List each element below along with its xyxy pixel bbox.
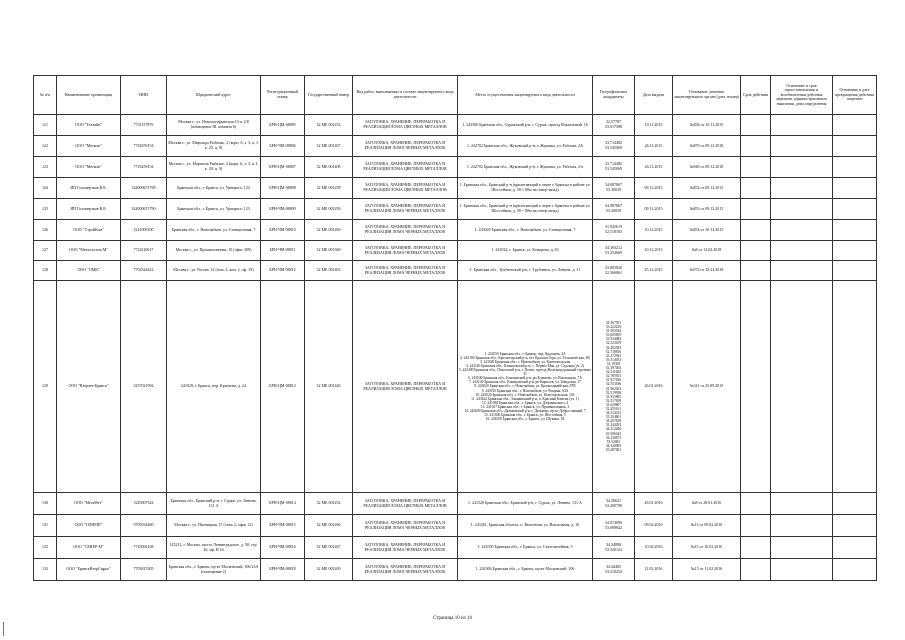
cell-regnum: БРН-ЧМ-08815 — [261, 515, 305, 537]
cell-suspend — [771, 115, 833, 136]
cell-work: ЗАГОТОВКА, ХРАНЕНИЕ, ПЕРЕРАБОТКА И РЕАЛИЗАЦИЯ ЛОМА ЧЕРНЫХ МЕТАЛЛОВ — [353, 537, 458, 559]
cell-issue: 26.11.2015 — [635, 136, 673, 157]
cell-place: 1. Брянская обл., Брянский р-н (прилегающий к черте г. Брянска в районе ул. Шоссейная, д. 58 + 80м на север-запад) — [458, 199, 593, 220]
cell-regnum: БРН-ЦМ-08807 — [261, 157, 305, 178]
cell-issue: 11.02.2016 — [635, 559, 673, 581]
cell-term — [741, 493, 771, 515]
cell-inn: 3257021992 — [121, 281, 167, 493]
cell-coords: 34.24898 53.320124 — [593, 537, 635, 559]
table-row — [34, 136, 877, 157]
cell-stop — [833, 261, 877, 281]
header-legal-address: Юридический адрес — [167, 76, 261, 115]
cell-basis: №879 от 09.12.2018 — [673, 136, 741, 157]
cell-basis: №853 от 09.12.2015 — [673, 199, 741, 220]
cell-coords: 33.714482 53.545069 — [593, 157, 635, 178]
header-term: Срок действия — [741, 76, 771, 115]
cell-num: 126 — [34, 220, 57, 241]
cell-stop — [833, 515, 877, 537]
cell-num: 122 — [34, 136, 57, 157]
cell-org: ООО "Метком" — [57, 157, 121, 178]
header-work-type: Вид работ, выполняемых в составе лицензируемого вида деятельности — [353, 76, 458, 115]
table-row — [34, 157, 877, 178]
cell-place: 1. 241004 Брянская обл., г. Брянск, пр-кт Московский, 106 — [458, 559, 593, 581]
cell-place: 1. 241022, г. Брянск, ул. Комарова, д. 63 — [458, 241, 593, 261]
cell-term — [741, 157, 771, 178]
cell-inn: 324000671790 — [121, 199, 167, 220]
cell-suspend — [771, 220, 833, 241]
cell-suspend — [771, 261, 833, 281]
cell-org: ООО "СтройКом" — [57, 220, 121, 241]
table-row — [34, 537, 877, 559]
cell-suspend — [771, 241, 833, 261]
cell-addr: Брянская обл., г. Новозыбков, ул. Станционная, 7 — [167, 220, 261, 241]
cell-basis: №311 от 25.09.2019 — [673, 281, 741, 493]
cell-work: ЗАГОТОВКА, ХРАНЕНИЕ, ПЕРЕРАБОТКА И РЕАЛИЗАЦИЯ ЛОМА ЧЕРНЫХ МЕТАЛЛОВ — [353, 515, 458, 537]
cell-work: ЗАГОТОВКА, ХРАНЕНИЕ, ПЕРЕРАБОТКА И РЕАЛИЗАЦИЯ ЛОМА ЧЕРНЫХ МЕТАЛЛОВ — [353, 261, 458, 281]
cell-org: ИП Голомерзков В.Е. — [57, 178, 121, 199]
cell-statenum: 32 МЕ 001267 — [305, 537, 353, 559]
cell-place: 1. Брянская обл., Трубчевский р-н, г. Трубчевск, ул. Ленина, д. 11 — [458, 261, 593, 281]
cell-inn: 7743094168 — [121, 537, 167, 559]
cell-coords: 34.393212 53.254669 — [593, 241, 635, 261]
cell-issue: 25.12.2015 — [635, 261, 673, 281]
cell-basis: №15 от 11.02.2016 — [673, 559, 741, 581]
cell-regnum: БРН-ЧМ-08809 — [261, 199, 305, 220]
cell-suspend — [771, 178, 833, 199]
cell-num: 125 — [34, 199, 57, 220]
cell-regnum: БРН-ЦМ-08814 — [261, 493, 305, 515]
cell-place: 1. 243500 Брянская обл., Суражский р-н, г. Сураж, проезд Вокзальный, 16 — [458, 115, 593, 136]
table-row — [34, 178, 877, 199]
cell-term — [741, 261, 771, 281]
cell-regnum: БРН-ЦМ-08813 — [261, 281, 305, 493]
cell-coords: 34.20621 53.200798 — [593, 493, 635, 515]
cell-suspend — [771, 493, 833, 515]
cell-org: ООО "Техлайн" — [57, 115, 121, 136]
header-organization: Наименование организации — [57, 76, 121, 115]
table-row — [34, 199, 877, 220]
cell-addr: Брянская обл., г. Брянск, пр-кт Московский, 106/23А (помещение 2) — [167, 559, 261, 581]
cell-inn: 324000671790 — [121, 178, 167, 199]
cell-coords: 31.945619 52.518103 — [593, 220, 635, 241]
cell-regnum: БРН-ЧМ-08818 — [261, 559, 305, 581]
cell-num: 131 — [34, 515, 57, 537]
cell-num: 132 — [34, 537, 57, 559]
cell-term — [741, 281, 771, 493]
table-row — [34, 281, 877, 493]
header-num: № п/п — [34, 76, 57, 115]
cell-term — [741, 241, 771, 261]
header-inn: ИНН — [121, 76, 167, 115]
cell-issue: 10.12.2015 — [635, 220, 673, 241]
cell-term — [741, 537, 771, 559]
cell-regnum: БРН-ЧМ-08806 — [261, 136, 305, 157]
cell-addr: Москва г., ул. Мирошда Рыбалко, 2 (корп. 6, э. 3, п. I, к. 20, ц. 9) — [167, 136, 261, 157]
cell-num: 123 — [34, 157, 57, 178]
cell-addr: Москва г., ул. Маршала Рыбалко, 2 (корп. 6, э. 3, п. I, к. 20, ц. 9) — [167, 157, 261, 178]
cell-work: ЗАГОТОВКА, ХРАНЕНИЕ, ПЕРЕРАБОТКА И РЕАЛИЗАЦИЯ ЛОМА ЧЕРНЫХ МЕТАЛЛОВ — [353, 220, 458, 241]
cell-stop — [833, 493, 877, 515]
cell-regnum: БРН-ЧМ-08812 — [261, 261, 305, 281]
cell-statenum: 32 МЕ 001408 — [305, 157, 353, 178]
cell-org: ИП Голомерзков В.Е. — [57, 199, 121, 220]
cell-inn: 3245007344 — [121, 493, 167, 515]
cell-inn: 7731157879 — [121, 115, 167, 136]
cell-statenum: 32 МЕ 001254 — [305, 493, 353, 515]
header-suspension: Основание и срок приостановления и возобновления действия лицензии, административного наказания, даты определения — [771, 76, 833, 115]
cell-place: 1. Брянская обл., Брянский р-н (прилегающий к черте г. Брянска в районе ул. Шоссейная, д. 58 + 80м на север-запад) — [458, 178, 593, 199]
cell-inn: 3241009100 — [121, 220, 167, 241]
header-issue-date: Дата выдачи — [635, 76, 673, 115]
cell-org: ООО "СЕВЕР-М" — [57, 537, 121, 559]
cell-num: 133 — [34, 559, 57, 581]
cell-num: 124 — [34, 178, 57, 199]
cell-statenum: 32 МЕ 001269 — [305, 559, 353, 581]
cell-stop — [833, 178, 877, 199]
cell-statenum: 32 МЕ 001360 — [305, 241, 353, 261]
cell-suspend — [771, 559, 833, 581]
header-termination: Основание и дата прекращения действия лицензии — [833, 76, 877, 115]
cell-suspend — [771, 157, 833, 178]
cell-suspend — [771, 537, 833, 559]
cell-org: ООО "ОЛИМП" — [57, 515, 121, 537]
cell-coords: 34.087867 53.30039 — [593, 199, 635, 220]
cell-coords: 33.805826 52.566061 — [593, 261, 635, 281]
cell-addr: Москва г., ул. Новоалтуфьевская 13-а, 2/8 (помещение III, комната 6) — [167, 115, 261, 136]
cell-statenum: 32 МЕ 001446 — [305, 281, 353, 493]
cell-work: ЗАГОТОВКА, ХРАНЕНИЕ, ПЕРЕРАБОТКА И РЕАЛИЗАЦИЯ ЛОМА ЧЕРНЫХ МЕТАЛЛОВ — [353, 559, 458, 581]
cell-basis: №974 от 18.12.2018 — [673, 261, 741, 281]
cell-addr: Брянская обл., г. Брянск, ул. Урицкого, 123 — [167, 178, 261, 199]
cell-issue: 26.01.2016 — [635, 281, 673, 493]
header-basis: Основание: решение лицензирующего органа (дата, номер) — [673, 76, 741, 115]
cell-regnum: БРН-ЧМ-08816 — [261, 537, 305, 559]
cell-term — [741, 220, 771, 241]
license-register-table — [33, 75, 877, 581]
cell-addr: Брянская обл., Брянский р-н, г. Сураж, ул. Ленина, 131 А — [167, 493, 261, 515]
cell-work: ЗАГОТОВКА, ХРАНЕНИЕ, ПЕРЕРАБОТКА И РЕАЛИЗАЦИЯ ЛОМА ЦВЕТНЫХ МЕТАЛЛОВ — [353, 157, 458, 178]
cell-stop — [833, 281, 877, 493]
cell-num: 129 — [34, 281, 57, 493]
cell-regnum: БРН-ЧМ-08811 — [261, 241, 305, 261]
cell-coords: 33.714482 53.545069 — [593, 136, 635, 157]
cell-work: ЗАГОТОВКА, ХРАНЕНИЕ, ПЕРЕРАБОТКА И РЕАЛИЗАЦИЯ ЛОМА ЦВЕТНЫХ МЕТАЛЛОВ — [353, 178, 458, 199]
cell-num: 121 — [34, 115, 57, 136]
cell-term — [741, 515, 771, 537]
cell-term — [741, 115, 771, 136]
cell-statenum: 32 МЕ 001260 — [305, 220, 353, 241]
cell-place: 1. 243020 Брянская обл., г. Новозыбков, ул. Станционная, 7 — [458, 220, 593, 241]
cell-num: 128 — [34, 261, 57, 281]
cell-basis: №854 от 10.12.2015 — [673, 220, 741, 241]
cell-work: ЗАГОТОВКА, ХРАНЕНИЕ, ПЕРЕРАБОТКА И РЕАЛИЗАЦИЯ ЛОМА ЦВЕТНЫХ МЕТАЛЛОВ — [353, 493, 458, 515]
cell-place: 1. 243361, Брянская область, п. Выгоничи, ул. Вокзальная, д. 16 — [458, 515, 593, 537]
table-row — [34, 261, 877, 281]
cell-regnum: БРН-ЦМ-08805 — [261, 115, 305, 136]
table-row — [34, 493, 877, 515]
cell-issue: 26.11.2015 — [635, 157, 673, 178]
table-row — [34, 220, 877, 241]
cell-coords: 34.074096 53.098842 — [593, 515, 635, 537]
cell-inn: 7703815305 — [121, 559, 167, 581]
cell-work: ЗАГОТОВКА, ХРАНЕНИЕ, ПЕРЕРАБОТКА И РЕАЛИЗАЦИЯ ЛОМА ЧЕРНЫХ МЕТАЛЛОВ — [353, 241, 458, 261]
cell-org: ООО "ОМК" — [57, 261, 121, 281]
cell-basis: №8 от 28.01.2016 — [673, 493, 741, 515]
cell-basis: №836 от 10.11.2015 — [673, 115, 741, 136]
cell-coords: 34.367591 53.222229 31.583544 53.005695 31.934084 52.523109 32.202583 52.738816 33.472943 53.514053 31.19303 52.397465 32.211682 52.785921 31.917636 52.553186 31.962363 52.519958 31.933805 52.517658 31.629807 52.455101 34.314312 53.324601 34.297658 53.344292 34.312206 53.586443 34.230671 53.52881 34.328095 53.287001 — [593, 281, 635, 493]
cell-place: 1. 242702 Брянская обл., Жуковский р-н, г. Жуковка, ул. Рабочая, 2-а — [458, 157, 593, 178]
cell-org: ООО "Вторчет-Брянск" — [57, 281, 121, 493]
cell-inn: 7718259154 — [121, 136, 167, 157]
cell-suspend — [771, 199, 833, 220]
cell-regnum: БРН-ЧМ-08810 — [261, 220, 305, 241]
cell-statenum: 32 МЕ 001259 — [305, 199, 353, 220]
cell-suspend — [771, 136, 833, 157]
cell-stop — [833, 136, 877, 157]
table-row — [34, 241, 877, 261]
header-activity-place: Место осуществления лицензируемого вида деятельности — [458, 76, 593, 115]
cell-addr: Брянская обл., г. Брянск, ул. Урицкого, 123 — [167, 199, 261, 220]
page-counter: Страница 10 из 14 — [433, 616, 472, 621]
cell-addr: 125212, г. Москва, шоссе Ленинградское, д. 58, стр. 26, оф. В 16 — [167, 537, 261, 559]
table-row — [34, 559, 877, 581]
cell-addr: Москва г., ул. Промышленная, 10 (офис 308) — [167, 241, 261, 261]
table-row — [34, 115, 877, 136]
cell-stop — [833, 559, 877, 581]
cell-num: 127 — [34, 241, 57, 261]
header-registration-number: Регистрационный номер — [261, 76, 305, 115]
header-coordinates: Географические координаты — [593, 76, 635, 115]
cell-inn: 9705034460 — [121, 515, 167, 537]
table-row — [34, 515, 877, 537]
cell-stop — [833, 157, 877, 178]
cell-org: ООО "БрянскВторСырье" — [57, 559, 121, 581]
cell-place: 1. 241050 Брянская обл., г. Брянск, пер. Краснова, 2А 2. 243160 Брянская обл., Красногорский р-н, пгт Красная Гора, ул. Тельмическая, 4В 3. 243020 Брянская обл., г. Новозыбков, ул. Комсомольская 4. 243140 Брянская обл., Клинцовский р-н, с. Первое Мая, ул. Садовая (уч. 2) 5. 243400 Брянская обл., Почепский р-н, г. Почеп, проезд Железнодорожный строение 31 6. 243040 Брянская обл., Климовский р-н, рп Климово, ул. Вокзальная, 7А 7. 243140 Брянская обл., Клинцовский р-н, рп Кирилов, ул. Заводская, 17 8. 243020 Брянская обл., г. Новозыбков, ул. Красноармейская, 87В 9. 243010 Брянская обл., г. Новозыбков, ул. Рощина, 64А 10. 243020 Брянская обл., г. Новозыбков, ул. Комсомольская, 101 11. 243622 Брянская обл., Злынковский р-н, п. Красный Камень (уч. 1) 12. 241050 Брянская обл., г. Брянск, ул. Дзержинского, 4 13. 241027 Брянская обл., г. Брянск, ул. Промышленная, 3 14. 242600 Брянская обл., Дятьковский р-н, г. Дятьково, пр-кт Доброславный, 7 15. 241040 Брянская обл., г. Брянск, ул. Шоссейная, 5 16. 241050 Брянская обл., г. Брянск, ул. Шукина, 54 — [458, 281, 593, 493]
cell-statenum: 32 МЕ 001266 — [305, 515, 353, 537]
cell-coords: 34.087867 53.30039 — [593, 178, 635, 199]
cell-suspend — [771, 515, 833, 537]
cell-basis: №13 от 09.02.2016 — [673, 515, 741, 537]
cell-inn: 7718259154 — [121, 157, 167, 178]
cell-basis: №8 от 13.02.2018 — [673, 241, 741, 261]
cell-work: ЗАГОТОВКА, ХРАНЕНИЕ, ПЕРЕРАБОТКА И РЕАЛИЗАЦИЯ ЛОМА ЦВЕТНЫХ МЕТАЛЛОВ — [353, 281, 458, 493]
cell-issue: 09.02.2016 — [635, 515, 673, 537]
table-header-row — [34, 76, 877, 115]
cell-term — [741, 199, 771, 220]
cell-basis: №852 от 09.12.2015 — [673, 178, 741, 199]
cell-inn: 7702344422 — [121, 261, 167, 281]
cell-work: ЗАГОТОВКА, ХРАНЕНИЕ, ПЕРЕРАБОТКА И РЕАЛИЗАЦИЯ ЛОМА ЧЕРНЫХ МЕТАЛЛОВ — [353, 199, 458, 220]
cell-stop — [833, 241, 877, 261]
cell-issue: 10.02.2016 — [635, 537, 673, 559]
cell-work: ЗАГОТОВКА, ХРАНЕНИЕ, ПЕРЕРАБОТКА И РЕАЛИЗАЦИЯ ЛОМА ЧЕРНЫХ МЕТАЛЛОВ — [353, 136, 458, 157]
cell-issue: 10.12.2015 — [635, 241, 673, 261]
cell-inn: 7724110617 — [121, 241, 167, 261]
cell-statenum: 32 МЕ 001252 — [305, 115, 353, 136]
cell-statenum: 32 МЕ 001407 — [305, 136, 353, 157]
cell-org: ООО "Металлолом-М" — [57, 241, 121, 261]
cell-suspend — [771, 281, 833, 493]
cell-org: ООО "МегаМет" — [57, 493, 121, 515]
cell-org: ООО "Метком" — [57, 136, 121, 157]
cell-issue: 09.12.2015 — [635, 178, 673, 199]
cell-regnum: БРН-ЦМ-08808 — [261, 178, 305, 199]
scan-edge-mark — [3, 622, 4, 636]
cell-work: ЗАГОТОВКА, ХРАНЕНИЕ, ПЕРЕРАБОТКА И РЕАЛИЗАЦИЯ ЛОМА ЦВЕТНЫХ МЕТАЛЛОВ — [353, 115, 458, 136]
cell-basis: №15 от 10.02.2016 — [673, 537, 741, 559]
cell-addr: Москва г., ул. Пятницкая, 37 (этаж 2, офис 12) — [167, 515, 261, 537]
cell-term — [741, 136, 771, 157]
cell-addr: Москва г., ул. Рогова, 12 (пом. 2, ком. 2, оф. 19) — [167, 261, 261, 281]
cell-term — [741, 559, 771, 581]
cell-stop — [833, 115, 877, 136]
cell-place: 1. 242702 Брянская обл., Жуковский р-н, г. Жуковка, ул. Рабочая, 2А — [458, 136, 593, 157]
cell-issue: 09.12.2015 — [635, 199, 673, 220]
cell-addr: 241029, г. Брянск, пер. Краснова, д. 24 — [167, 281, 261, 493]
cell-place: 1. 241520 Брянская обл., Брянский р-н, г. Сураж, ул. Ленина, 131 А — [458, 493, 593, 515]
cell-stop — [833, 199, 877, 220]
cell-stop — [833, 220, 877, 241]
cell-statenum: 32 МЕ 001258 — [305, 178, 353, 199]
cell-statenum: 32 МЕ 001403 — [305, 261, 353, 281]
cell-stop — [833, 537, 877, 559]
header-state-number: Государственный номер — [305, 76, 353, 115]
cell-coords: 34.44465 53.210252 — [593, 559, 635, 581]
cell-num: 130 — [34, 493, 57, 515]
cell-issue: 10.11.2015 — [635, 115, 673, 136]
cell-place: 1. 241050 Брянская обл., г. Брянск, ул. Сталелитейная, 5 — [458, 537, 593, 559]
cell-term — [741, 178, 771, 199]
cell-coords: 32.57787 53.017588 — [593, 115, 635, 136]
cell-basis: №940 от 09.12.2018 — [673, 157, 741, 178]
cell-issue: 26.01.2016 — [635, 493, 673, 515]
